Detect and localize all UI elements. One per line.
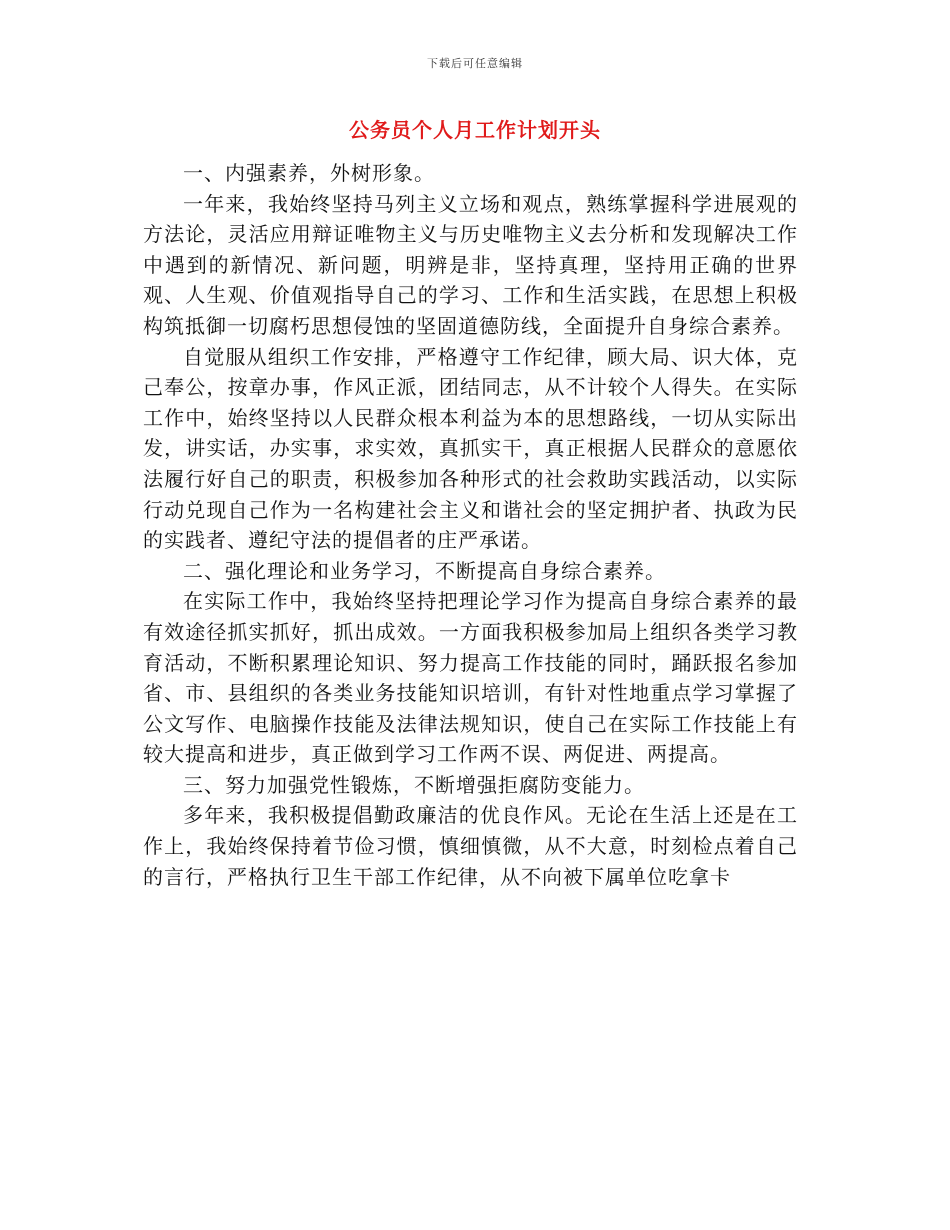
section-heading-1: 一、内强素养，外树形象。 bbox=[183, 161, 435, 185]
body-paragraph: 在实际工作中，我始终坚持把理论学习作为提高自身综合素养的最有效途径抓实抓好，抓出成效。一方面我积极参加局上组织各类学习教育活动，不断积累理论知识、努力提高工作技能的同时，踊跃报名参加省、市、县组织的各类业务技能知识培训，有针对性地重点学习掌握了公文写作、电脑操作技能及法律法规知识，使自己在实际工作技能上有较大提高和进步，真正做到学习工作两不误、两促进、两提高。 bbox=[143, 589, 798, 767]
document-body bbox=[143, 158, 798, 892]
body-paragraph: 多年来，我积极提倡勤政廉洁的优良作风。无论在生活上还是在工作上，我始终保持着节俭习惯，慎细慎微，从不大意，时刻检点着自己的言行，严格执行卫生干部工作纪律，从不向被下属单位吃拿卡 bbox=[143, 803, 798, 889]
header-note: 下载后可任意编辑 bbox=[427, 57, 523, 70]
document-title: 公务员个人月工作计划开头 bbox=[349, 118, 601, 142]
section-heading-2: 二、强化理论和业务学习，不断提高自身综合素养。 bbox=[183, 558, 666, 583]
body-paragraph: 自觉服从组织工作安排，严格遵守工作纪律，顾大局、识大体，克己奉公，按章办事，作风正派，团结同志，从不计较个人得失。在实际工作中，始终坚持以人民群众根本利益为本的思想路线，一切从实际出发，讲实话，办实事，求实效，真抓实干，真正根据人民群众的意愿依法履行好自己的职责，积极参加各种形式的社会救助实践活动，以实际行动兑现自己作为一名构建社会主义和谐社会的坚定拥护者、执政为民的实践者、遵纪守法的提倡者的庄严承诺。 bbox=[143, 344, 798, 553]
section-heading-3: 三、努力加强党性锻炼，不断增强拒腐防变能力。 bbox=[183, 772, 645, 797]
body-paragraph: 一年来，我始终坚持马列主义立场和观点，熟练掌握科学进展观的方法论，灵活应用辩证唯物主义与历史唯物主义去分析和发现解决工作中遇到的新情况、新问题，明辨是非，坚持真理，坚持用正确的世界观、人生观、价值观指导自己的学习、工作和生活实践，在思想上积极构筑抵御一切腐朽思想侵蚀的坚固道德防线，全面提升自身综合素养。 bbox=[143, 191, 798, 338]
